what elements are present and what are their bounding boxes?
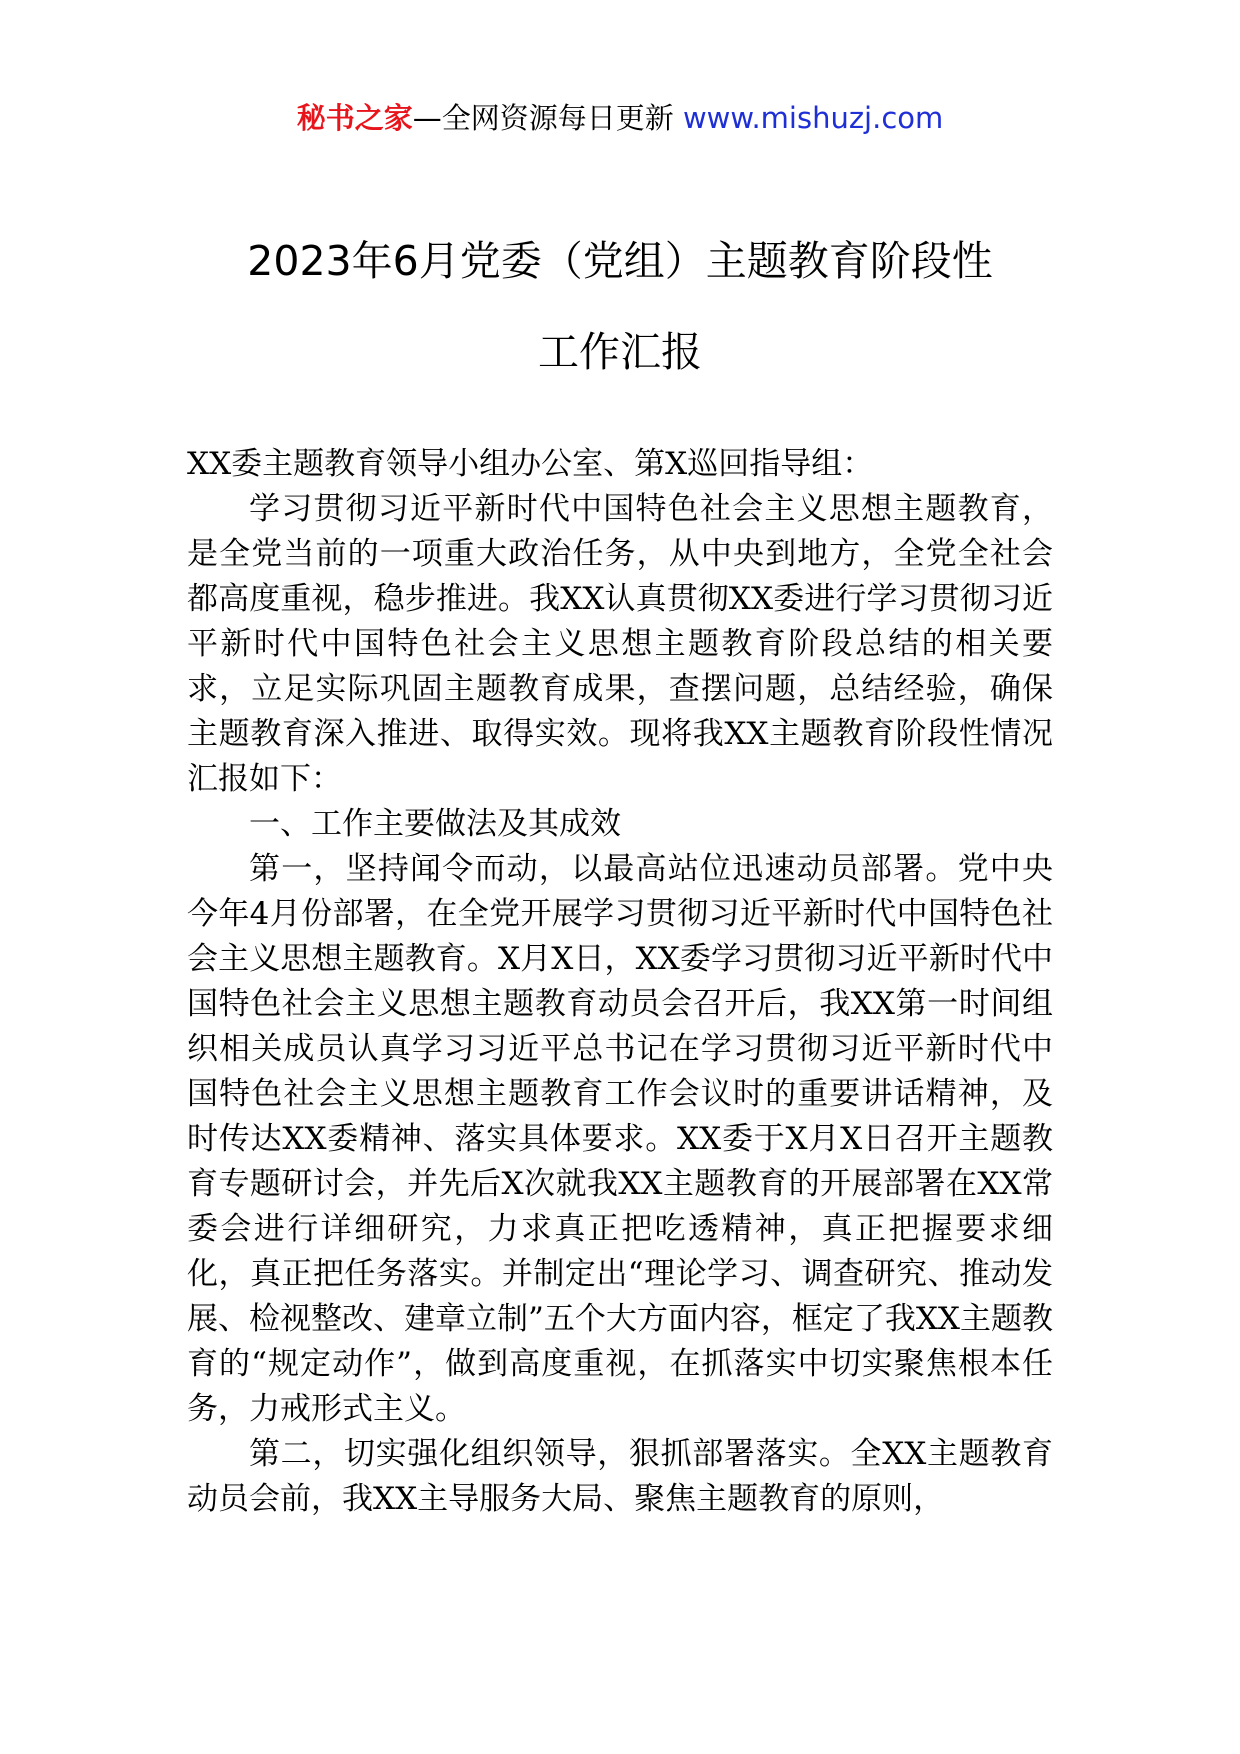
salutation: XX委主题教育领导小组办公室、第X巡回指导组：: [187, 446, 874, 482]
body-paragraph: 第一，坚持闻令而动，以最高站位迅速动员部署。党中央今年4月份部署，在全党开展学习贯彻习近平新时代中国特色社会主义思想主题教育。X月X日，XX委学习贯彻习近平新时代中国特色社会主义思想主题教育动员会召开后，我XX第一时间组织相关成员认真学习习近平总书记在学习贯彻习近平新时代中国特色社会主义思想主题教育工作会议时的重要讲话精神，及时传达XX委精神、落实具体要求。XX委于X月X日召开主题教育专题研讨会，并先后X次就我XX主题教育的开展部署在XX常委会进行详细研究，力求真正把吃透精神，真正把握要求细化，真正把任务落实。并制定出“理论学习、调查研究、推动发展、检视整改、建章立制”五个大方面内容，框定了我XX主题教育的“规定动作”，做到高度重视，在抓落实中切实聚焦根本任务，力戒形式主义。: [187, 851, 1053, 1427]
site-header: [0, 98, 1240, 138]
document-title-line-2: 工作汇报: [538, 328, 702, 376]
header-tagline: —全网资源每日更新: [412, 101, 683, 135]
site-url-link[interactable]: www.mishuzj.com: [682, 101, 944, 135]
document-body: [187, 442, 1053, 1522]
document-title-line-1: 2023年6月党委（党组）主题教育阶段性: [247, 237, 993, 285]
section-heading: 一、工作主要做法及其成效: [249, 806, 621, 842]
brand-name: 秘书之家: [296, 101, 413, 135]
body-paragraph: 第二，切实强化组织领导，狠抓部署落实。全XX主题教育动员会前，我XX主导服务大局、聚焦主题教育的原则，: [187, 1436, 1053, 1517]
body-paragraph: 学习贯彻习近平新时代中国特色社会主义思想主题教育，是全党当前的一项重大政治任务，从中央到地方，全党全社会都高度重视，稳步推进。我XX认真贯彻XX委进行学习贯彻习近平新时代中国特色社会主义思想主题教育阶段总结的相关要求，立足实际巩固主题教育成果，查摆问题，总结经验，确保主题教育深入推进、取得实效。现将我XX主题教育阶段性情况汇报如下：: [187, 491, 1053, 797]
